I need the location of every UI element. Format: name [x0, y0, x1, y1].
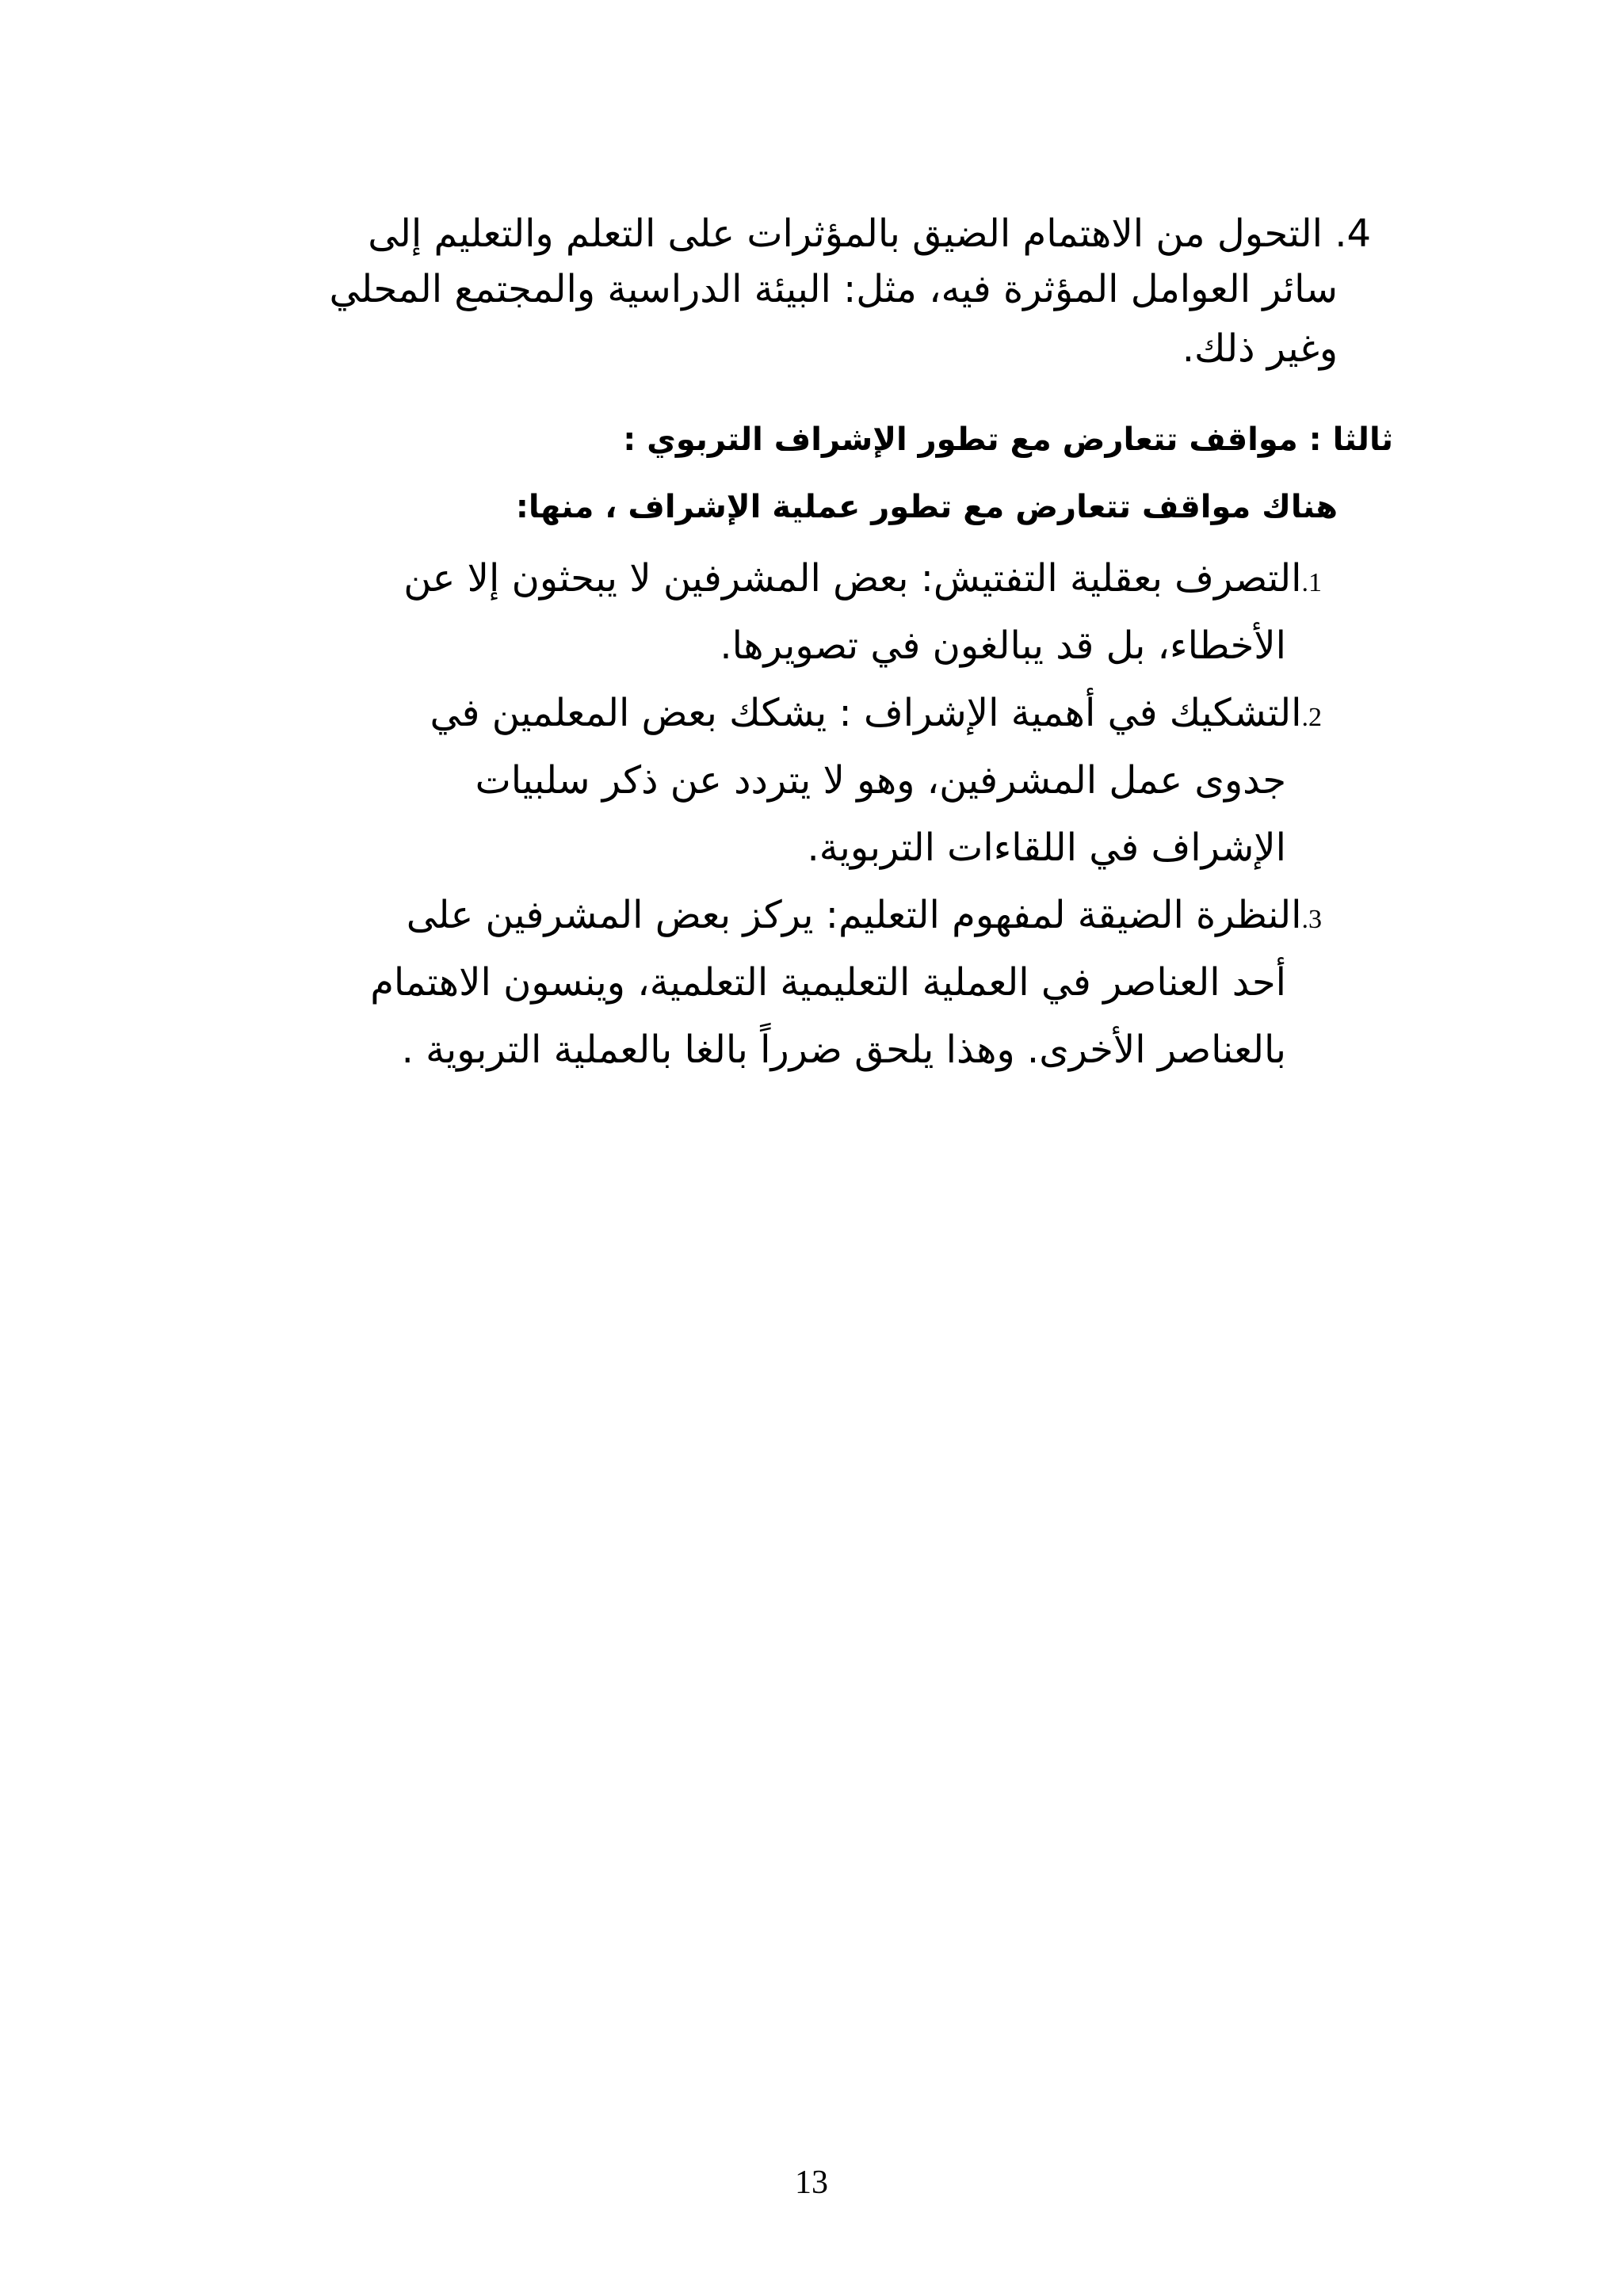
- item2-number: 2.: [1301, 703, 1322, 732]
- item3-line2: أحد العناصر في العملية التعليمية التعلمية، وينسون الاهتمام: [370, 960, 1286, 1005]
- point4-line1: 4. التحول من الاهتمام الضيق بالمؤثرات على التعلم والتعليم إلى: [368, 212, 1371, 256]
- item2-line2: جدوى عمل المشرفين، وهو لا يتردد عن ذكر سلبيات: [475, 758, 1286, 803]
- intro-line: هناك مواقف تتعارض مع تطور عملية الإشراف ، منها:: [515, 489, 1338, 525]
- item3-number: 3.: [1301, 905, 1322, 934]
- page-number: 13: [795, 2164, 828, 2201]
- item3-line3: بالعناصر الأخرى. وهذا يلحق ضرراً بالغا بالعملية التربوية .: [401, 1028, 1286, 1072]
- point4-line3: وغير ذلك.: [1182, 326, 1338, 371]
- item1-text: التصرف بعقلية التفتيش: بعض المشرفين لا يبحثون إلا عن: [403, 556, 1302, 601]
- item1-number: 1.: [1301, 568, 1322, 597]
- section-heading: ثالثا : مواقف تتعارض مع تطور الإشراف التربوي :: [623, 421, 1393, 458]
- item1-line1: [403, 555, 1322, 607]
- item1-line2: الأخطاء، بل قد يبالغون في تصويرها.: [720, 624, 1286, 668]
- point4-line2: سائر العوامل المؤثرة فيه، مثل: البيئة الدراسية والمجتمع المحلي: [329, 267, 1338, 311]
- item2-line1: [430, 689, 1322, 742]
- item2-line3: الإشراف في اللقاءات التربوية.: [807, 826, 1286, 870]
- item3-line1: [407, 891, 1322, 944]
- item3-text: النظرة الضيقة لمفهوم التعليم: يركز بعض المشرفين على: [406, 893, 1302, 937]
- item2-text: التشكيك في أهمية الإشراف : يشكك بعض المعلمين في: [430, 691, 1302, 735]
